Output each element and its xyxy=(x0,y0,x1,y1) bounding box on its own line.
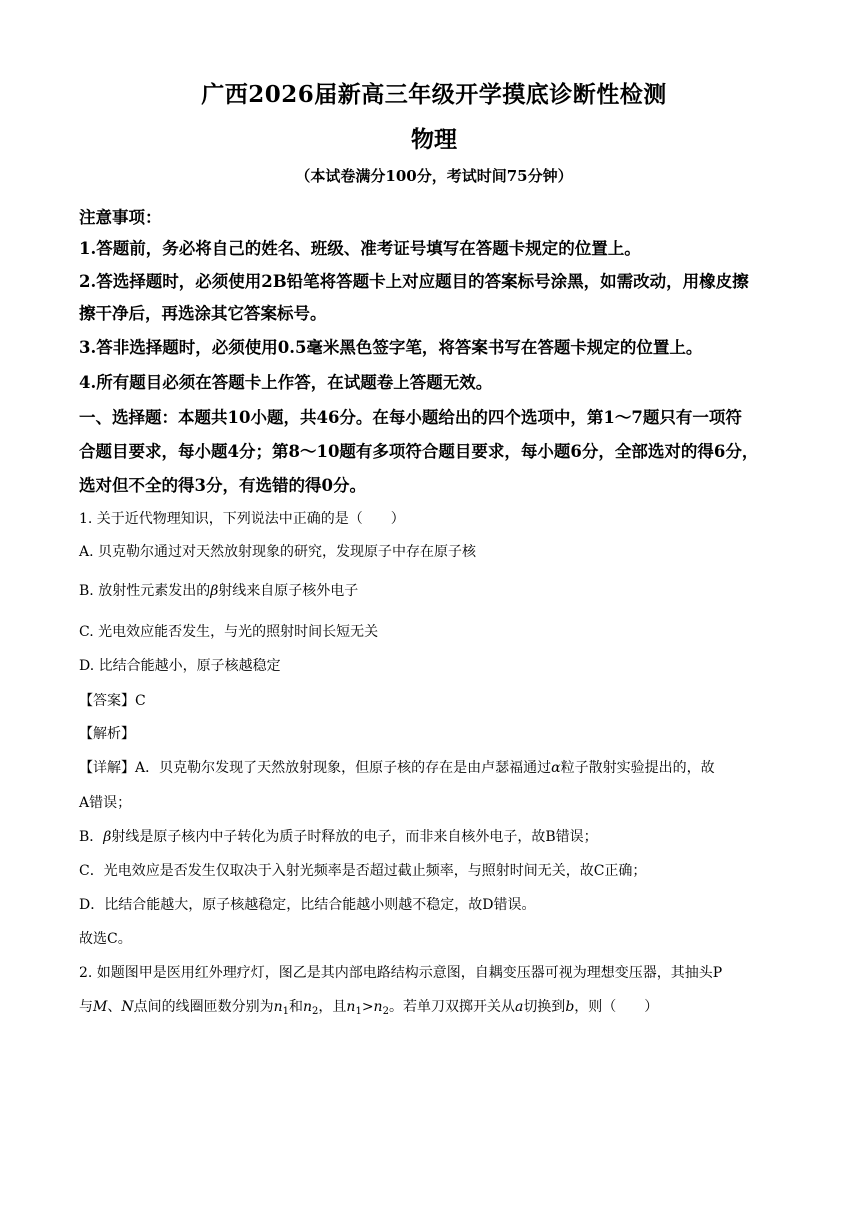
question-1-detail-line-2: A错误； xyxy=(79,795,132,811)
section-heading-line-1: 一、选择题：本题共10小题，共46分。在每小题给出的四个选项中，第1～7题只有一项符 xyxy=(79,408,742,427)
question-1-detail-line-1: 【详解】A．贝克勒尔发现了天然放射现象，但原子核的存在是由卢瑟福通过α粒子散射实验提出的，故 xyxy=(79,760,715,776)
page-title: 广西2026届新高三年级开学摸底诊断性检测 xyxy=(201,81,667,108)
exam-info: （本试卷满分100分，考试时间75分钟） xyxy=(295,167,573,185)
question-1-option-b: B. 放射性元素发出的β射线来自原子核外电子 xyxy=(79,583,359,599)
question-1-option-a: A. 贝克勒尔通过对天然放射现象的研究，发现原子中存在原子核 xyxy=(79,544,477,560)
question-1-analysis-label: 【解析】 xyxy=(79,726,135,742)
notice-item-3: 3.答非选择题时，必须使用0.5毫米黑色签字笔，将答案书写在答题卡规定的位置上。 xyxy=(79,338,703,357)
section-heading-line-3: 选对但不全的得3分，有选错的得0分。 xyxy=(79,476,366,495)
question-1-detail-b: B．β射线是原子核内中子转化为质子时释放的电子，而非来自核外电子，故B错误； xyxy=(79,829,598,845)
beta-symbol: β xyxy=(103,829,112,845)
question-1-answer: 【答案】C xyxy=(79,693,146,709)
section-heading-line-2: 合题目要求，每小题4分；第8～10题有多项符合题目要求，每小题6分，全部选对的得6分， xyxy=(79,442,759,461)
question-1-detail-c: C．光电效应是否发生仅取决于入射光频率是否超过截止频率，与照射时间无关，故C正确； xyxy=(79,863,647,879)
notice-item-4: 4.所有题目必须在答题卡上作答，在试题卷上答题无效。 xyxy=(79,373,493,392)
question-1-option-c: C. 光电效应能否发生，与光的照射时间长短无关 xyxy=(79,624,379,640)
question-1-stem: 1. 关于近代物理知识，下列说法中正确的是（ ） xyxy=(79,511,405,527)
question-1-conclusion: 故选C。 xyxy=(79,931,132,947)
notice-item-2-line-2: 擦干净后，再选涂其它答案标号。 xyxy=(79,304,327,323)
beta-symbol: β xyxy=(210,583,219,599)
question-2-line-2: 与M、N点间的线圈匝数分别为$n_1$和$n_2$，且$n_1>n_2$。若单刀双掷开关从a切换到b，则（ ） xyxy=(79,999,659,1017)
notice-item-2-line-1: 2.答选择题时，必须使用2B铅笔将答题卡上对应题目的答案标号涂黑，如需改动，用橡皮擦 xyxy=(79,272,749,291)
subject-title: 物理 xyxy=(411,126,457,153)
question-1-detail-d: D．比结合能越大，原子核越稳定，比结合能越小则越不稳定，故D错误。 xyxy=(79,897,536,913)
notice-heading: 注意事项： xyxy=(79,208,162,227)
question-1-option-d: D. 比结合能越小，原子核越稳定 xyxy=(79,658,281,674)
notice-item-1: 1.答题前，务必将自己的姓名、班级、准考证号填写在答题卡规定的位置上。 xyxy=(79,239,641,258)
question-2-line-1: 2. 如题图甲是医用红外理疗灯，图乙是其内部电路结构示意图，自耦变压器可视为理想变压器，其抽头P xyxy=(79,965,723,981)
alpha-symbol: α xyxy=(551,760,561,776)
